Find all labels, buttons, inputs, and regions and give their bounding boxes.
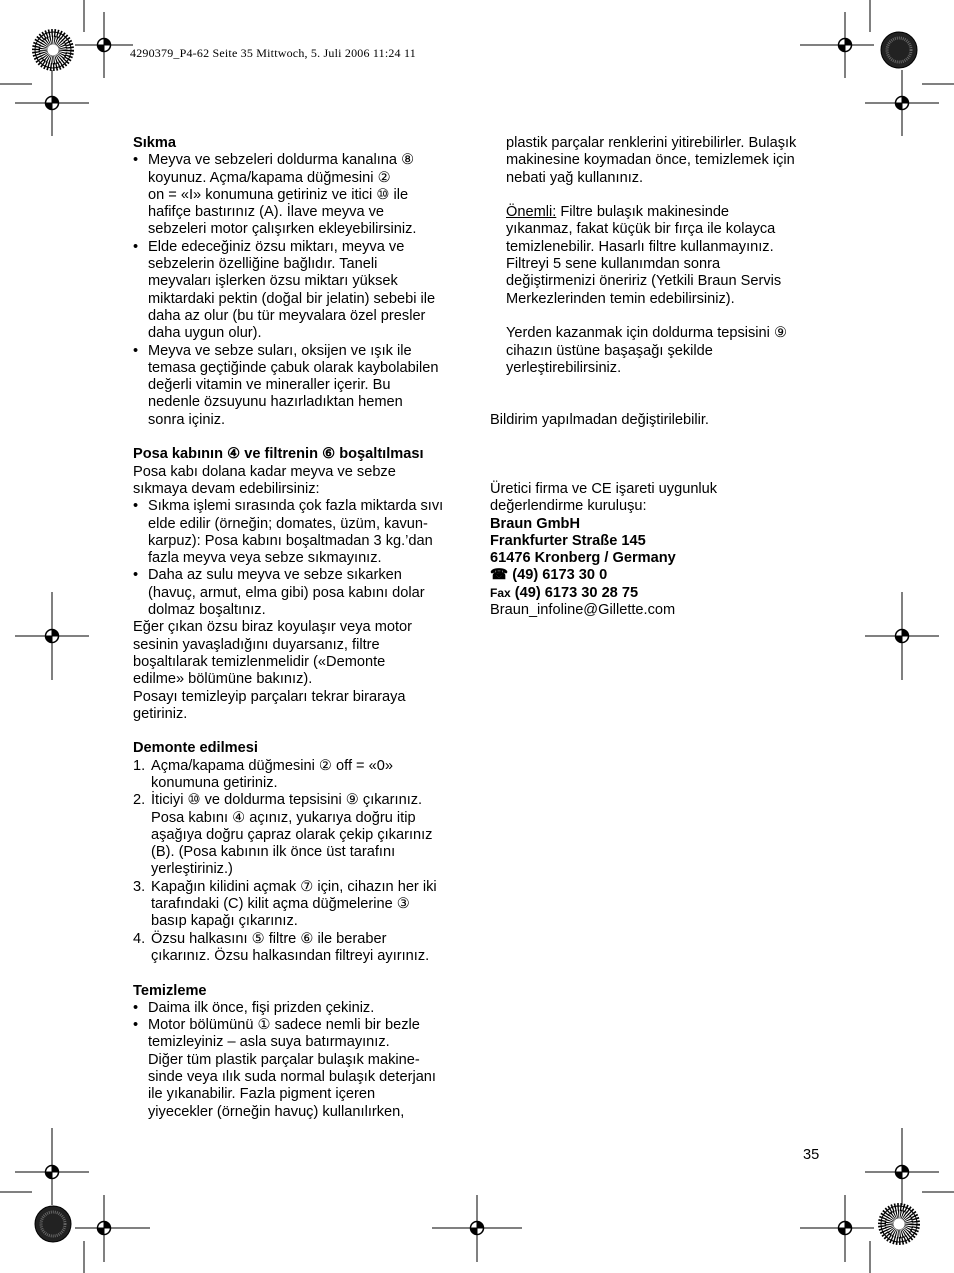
numbered-item: 1. Açma/kapama düğmesini ② off = «0» konumuna getiriniz. [133, 757, 393, 791]
page-number: 35 [803, 1147, 820, 1163]
list-item: • Elde edeceğiniz özsu miktarı, meyva ve sebzelerin özelliğine bağlıdır. Taneli meyvaları işlerken özsu miktarı yüksek miktardaki pektin (doğal bir jelatin) sebebi ile daha az olur (bu tür meyvalara özel presler daha uygun olur). [133, 239, 468, 343]
paragraph-onemli: Önemli: Filtre bulaşık makinesinde yıkanmaz, fakat küçük bir fırça ile kolayca temizlenebilir. Hasarlı filtre kullanmayınız. Filtreyi 5 sene kullanımdan sonra değiştirmenizi öneririz (Yetkili Braun Servis Merkezlerinden temin edebilirsiniz). [506, 204, 782, 307]
starburst-mark-br [881, 1206, 917, 1242]
list-item: • Meyva ve sebze suları, oksijen ve ışık ile temasa geçtiğinde çabuk olarak kaybolabilen değerli vitamin ve mineraller içerir. Bu nedenle özsuyunu hazırladıktan hemen sonra içiniz. [133, 343, 468, 429]
manufacturer-block: Üretici firma ve CE işareti uygunluk değerlendirme kuruluşu: Braun GmbH Frankfurter Straße 145 61476 Kronberg / Germany ☎ (49) 6173 30 0 Fax (49) 6173 30 28 75 Braun_infoline@Gillette.com [490, 481, 830, 619]
paragraph: plastik parçalar renklerini yitirebilirler. Bulaşık makinesine koymadan önce, temizlemek için nebati yağ kullanınız. [506, 135, 797, 186]
email-address: Braun_infoline@Gillette.com [490, 602, 676, 619]
phone-icon: ☎ [490, 567, 509, 584]
crosshair-mark-left-bottom [15, 1128, 89, 1205]
paragraph: Posa kabı dolana kadar meyva ve sebze sıkmaya devam edebilirsiniz: [133, 463, 396, 497]
paragraph: Yerden kazanmak için doldurma tepsisini ⑨ cihazın üstüne başaşağı şekilde yerleştirebilirsiniz. [506, 325, 788, 376]
crosshair-mark-left-mid [15, 592, 89, 680]
starburst-mark-tr [881, 32, 917, 68]
paragraph: Eğer çıkan özsu biraz koyulaşır veya motor sesinin yavaşladığını duyarsanız, filtre boşaltılarak temizlenmelidir («Demonte edilme» bölümüne bakınız). [133, 619, 413, 688]
heading-sikma: Sıkma [133, 135, 176, 151]
crosshair-mark-top-right [800, 12, 874, 78]
list-item: • Meyva ve sebzeleri doldurma kanalına ⑧ koyunuz. Açma/kapama düğmesini ② on = «I» konumuna getiriniz ve itici ⑩ ile hafifçe bastırınız (A). İlave meyva ve sebzeleri motor çalışırken ekleyebilirsiniz. [133, 152, 468, 238]
list-item: • Daima ilk önce, fişi prizden çekiniz. [133, 1000, 468, 1017]
crosshair-mark-bottom-center [432, 1195, 522, 1262]
onemli-label: Önemli: [506, 204, 557, 221]
numbered-item: 2. İticiyi ⑩ ve doldurma tepsisini ⑨ çıkarınız. Posa kabını ④ açınız, yukarıya doğru itip aşağıya doğru çapraz olarak çekip çıkarınız (B). (Posa kabının ilk önce üst tarafını yerleştiriniz.) [133, 792, 433, 878]
list-item: • Daha az sulu meyva ve sebze sıkarken (havuç, armut, elma gibi) posa kabını dolar dolmaz boşaltınız. [133, 567, 468, 619]
heading-temizleme: Temizleme [133, 982, 207, 999]
change-notice: Bildirim yapılmadan değiştirilebilir. [490, 411, 709, 428]
starburst-mark-bl [35, 1206, 71, 1242]
paragraph: Posayı temizleyip parçaları tekrar biraraya getiriniz. [133, 688, 406, 722]
list-item: • Sıkma işlemi sırasında çok fazla miktarda sıvı elde edilir (örneğin; domates, üzüm, kavun- karpuz): Posa kabını boşaltmadan 3 kg.’dan fazla meyva veya sebze sıkmayınız. [133, 498, 468, 567]
city-address: 61476 Kronberg / Germany [490, 550, 676, 567]
crosshair-mark-right-bottom [865, 1128, 939, 1205]
numbered-item: 3. Kapağın kilidini açmak ⑦ için, cihazın her iki tarafındaki (C) kilit açma düğmelerine ③ basıp kapağı çıkarınız. [133, 878, 437, 930]
heading-demonte: Demonte edilmesi [133, 740, 258, 757]
left-column [133, 135, 468, 1121]
starburst-mark-tl [35, 32, 71, 68]
right-column [490, 135, 830, 619]
company-name: Braun GmbH [490, 515, 580, 532]
fax-line: Fax (49) 6173 30 28 75 [490, 584, 639, 601]
crosshair-mark-right-top [865, 70, 939, 136]
crosshair-mark-right-mid [865, 592, 939, 680]
print-slug: 4290379_P4-62 Seite 35 Mittwoch, 5. Juli 2006 11:24 11 [130, 46, 416, 60]
fax-label: Fax [490, 585, 511, 600]
list-item: • Motor bölümünü ① sadece nemli bir bezle temizleyiniz – asla suya batırmayınız. Diğer tüm plastik parçalar bulaşık makine- sinde veya ılık suda normal bulaşık deterjanı ile yıkanabilir. Fazla pigment içeren yiyecekler (örneğin havuç) kullanılırken, [133, 1017, 468, 1121]
crosshair-mark-bottom-left [75, 1195, 150, 1262]
crosshair-mark-bottom-right [800, 1195, 874, 1262]
crosshair-mark-left-top [15, 70, 89, 136]
street-address: Frankfurter Straße 145 [490, 532, 646, 549]
heading-posa-kabi: Posa kabının ④ ve filtrenin ⑥ boşaltılması [133, 446, 424, 463]
numbered-item: 4. Özsu halkasını ⑤ filtre ⑥ ile beraber çıkarınız. Özsu halkasından filtreyi ayırınız. [133, 930, 430, 964]
phone-line: ☎ (49) 6173 30 0 [490, 567, 608, 584]
